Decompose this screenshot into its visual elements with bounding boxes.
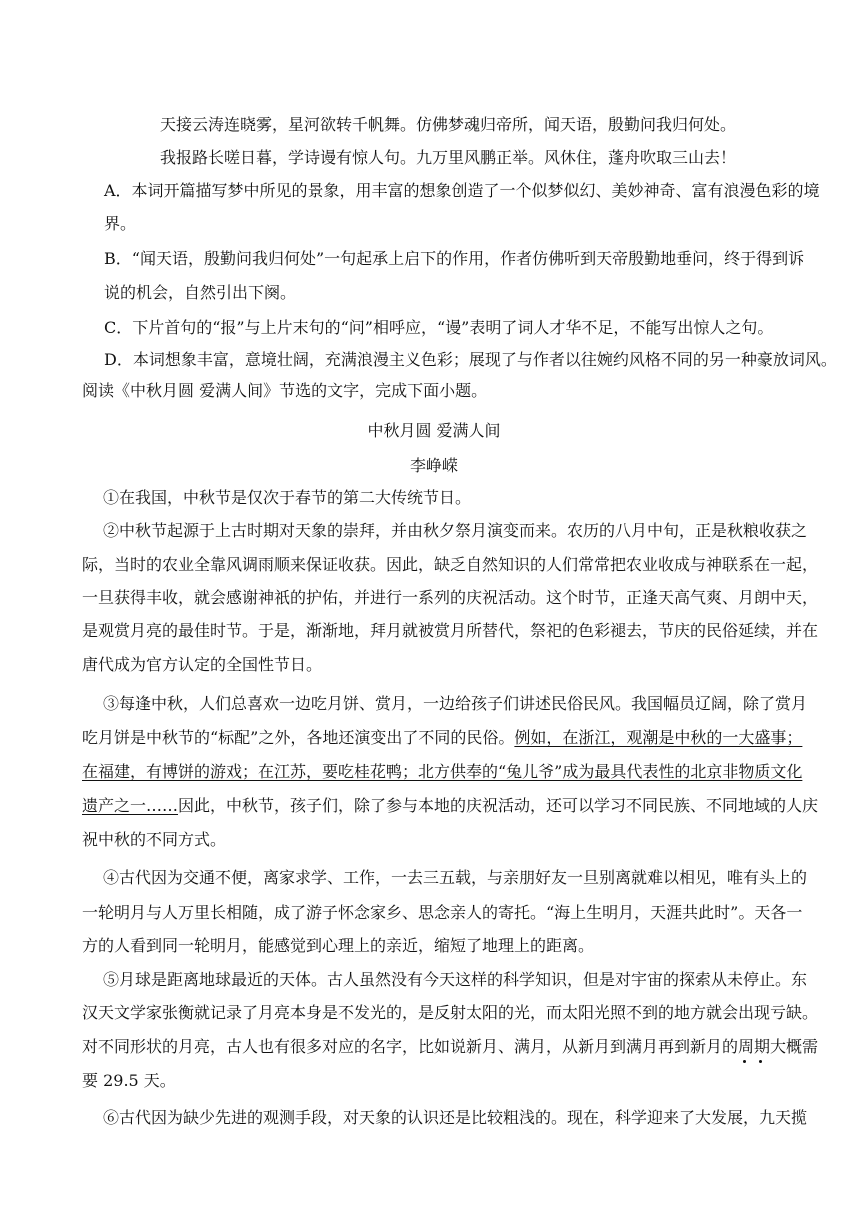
paragraph-5-line-2: 汉天文学家张衡就记录了月亮本身是不发光的，是反射太阳的光，而太阳光照不到的地方就会出现亏缺。 bbox=[82, 1003, 819, 1022]
paragraph-4-line-1: ④古代因为交通不便，离家求学、工作，一去三五载，与亲朋好友一旦别离就难以相见，唯有头上的 bbox=[103, 868, 808, 887]
underlined-example-text-end: 遗产之一…… bbox=[82, 796, 179, 815]
paragraph-2-line-4: 是观赏月亮的最佳时节。于是，渐渐地，拜月就被赏月所替代，祭祀的色彩褪去，节庆的民俗延续，并在 bbox=[82, 621, 819, 640]
article-author: 李峥嵘 bbox=[409, 456, 458, 475]
paragraph-3-line-2-text: 吃月饼是中秋节的“标配”之外，各地还演变出了不同的民俗。 bbox=[82, 728, 515, 747]
emphasis-dot bbox=[759, 1060, 762, 1063]
paragraph-4-line-3: 方的人看到同一轮明月，能感觉到心理上的亲近，缩短了地理上的距离。 bbox=[82, 936, 595, 955]
paragraph-5-line-1: ⑤月球是距离地球最近的天体。古人虽然没有今天这样的科学知识，但是对宇宙的探索从未停止。东 bbox=[103, 970, 808, 989]
paragraph-3-line-5: 祝中秋的不同方式。 bbox=[82, 830, 227, 849]
article-title: 中秋月圆 爱满人间 bbox=[367, 421, 501, 440]
emphasis-dot bbox=[743, 1060, 746, 1063]
poem-line-2: 我报路长嗟日暮，学诗谩有惊人句。九万里风鹏正举。风休住，蓬舟吹取三山去！ bbox=[160, 148, 737, 167]
paragraph-3-line-4 bbox=[82, 796, 818, 816]
paragraph-3-line-4-text: 因此，中秋节，孩子们，除了参与本地的庆祝活动，还可以学习不同民族、不同地域的人庆 bbox=[178, 796, 819, 815]
paragraph-2-line-1: ②中秋节起源于上古时期对天象的崇拜，并由秋夕祭月演变而来。农历的八月中旬，正是秋粮收获之 bbox=[103, 521, 808, 540]
underlined-example-text-line-2: 在福建，有博饼的游戏；在江苏，要吃桂花鸭；北方供奉的“兔儿爷”成为最具代表性的北京非物质文化 bbox=[82, 762, 803, 781]
option-a-line-1: A．本词开篇描写梦中所见的景象，用丰富的想象创造了一个似梦似幻、美妙神奇、富有浪漫色彩的境 bbox=[104, 181, 820, 200]
paragraph-3-line-1: ③每逢中秋，人们总喜欢一边吃月饼、赏月，一边给孩子们讲述民俗民风。我国幅员辽阔，除了赏月 bbox=[103, 694, 808, 713]
paragraph-5-line-3: 对不同形状的月亮，古人也有很多对应的名字，比如说新月、满月，从新月到满月再到新月的周期大概需 bbox=[82, 1037, 819, 1056]
option-b-line-1: B．“闻天语，殷勤问我归何处”一句起承上启下的作用，作者仿佛听到天帝殷勤地垂问，终于得到诉 bbox=[104, 249, 805, 268]
poem-line-1: 天接云涛连晓雾，星河欲转千帆舞。仿佛梦魂归帝所，闻天语，殷勤问我归何处。 bbox=[160, 115, 737, 134]
paragraph-2-line-2: 际，当时的农业全靠风调雨顺来保证收获。因此，缺乏自然知识的人们常常把农业收成与神联系在一起， bbox=[82, 555, 819, 574]
paragraph-5-line-4: 要 29.5 天。 bbox=[82, 1071, 176, 1090]
paragraph-2-line-3: 一旦获得丰收，就会感谢神祇的护佑，并进行一系列的庆祝活动。这个时节，正逢天高气爽、月朗中天， bbox=[82, 588, 819, 607]
option-c-line-1: C．下片首句的“报”与上片末句的“问”相呼应，“谩”表明了词人才华不足，不能写出惊人之句。 bbox=[104, 318, 774, 337]
option-b-line-2: 说的机会，自然引出下阕。 bbox=[104, 283, 297, 302]
paragraph-2-line-5: 唐代成为官方认定的全国性节日。 bbox=[82, 655, 323, 674]
option-a-line-2: 界。 bbox=[104, 214, 137, 233]
paragraph-6-line-1: ⑥古代因为缺少先进的观测手段，对天象的认识还是比较粗浅的。现在，科学迎来了大发展，九天揽 bbox=[103, 1108, 808, 1127]
paragraph-3-line-2 bbox=[82, 728, 802, 748]
reading-instruction: 阅读《中秋月圆 爱满人间》节选的文字，完成下面小题。 bbox=[82, 381, 488, 400]
paragraph-4-line-2: 一轮明月与人万里长相随，成了游子怀念家乡、思念亲人的寄托。“海上生明月，天涯共此时”。天各一 bbox=[82, 903, 803, 922]
paragraph-1: ①在我国，中秋节是仅次于春节的第二大传统节日。 bbox=[103, 488, 472, 507]
option-d-line-1: D．本词想象丰富，意境壮阔，充满浪漫主义色彩；展现了与作者以往婉约风格不同的另一种豪放词风。 bbox=[104, 350, 837, 369]
underlined-example-text: 例如，在浙江，观潮是中秋的一大盛事； bbox=[514, 728, 803, 747]
